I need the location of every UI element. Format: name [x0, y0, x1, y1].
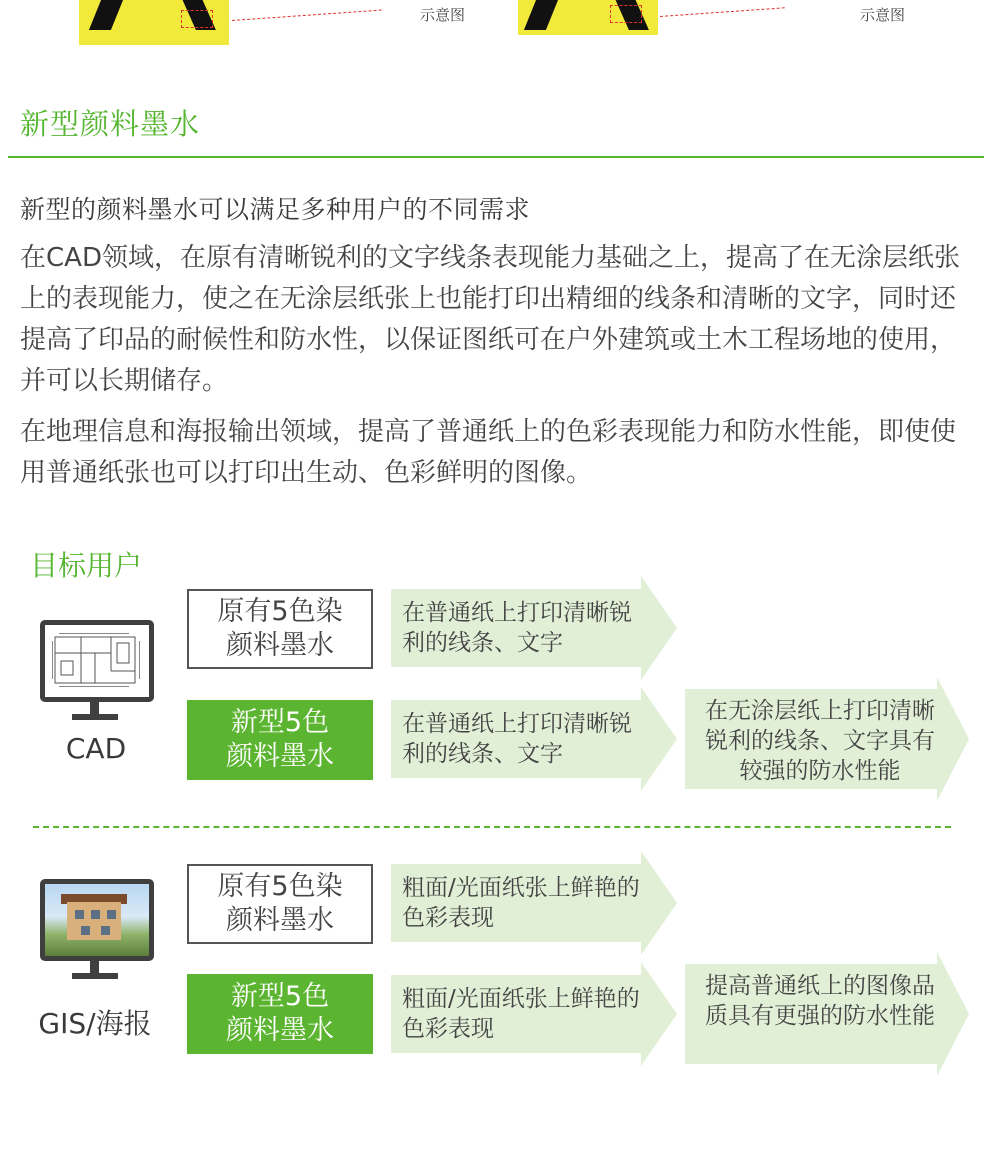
sample-image-right: [518, 0, 658, 35]
benefit-arrow-cad-extra: 在无涂层纸上打印清晰锐利的线条、文字具有较强的防水性能: [685, 677, 969, 801]
monitor-cad-icon: [40, 620, 154, 720]
new-ink-box-gis: 新型5色颜料墨水: [187, 974, 373, 1054]
section-divider: [8, 156, 984, 158]
benefit-arrow-cad-old: 在普通纸上打印清晰锐利的线条、文字: [391, 576, 677, 680]
caption-left: 示意图: [420, 6, 466, 24]
user-label-gis: GIS/海报: [38, 1007, 152, 1040]
floor-plan-icon: [51, 631, 143, 691]
benefit-arrow-gis-old: 粗面/光面纸张上鲜艳的色彩表现: [391, 851, 677, 955]
old-ink-box-cad: 原有5色染颜料墨水: [187, 589, 373, 669]
caption-right: 示意图: [860, 6, 906, 24]
benefit-arrow-gis-extra: 提高普通纸上的图像品质具有更强的防水性能: [685, 952, 969, 1076]
new-ink-box-cad: 新型5色颜料墨水: [187, 700, 373, 780]
user-label-cad: CAD: [65, 732, 127, 765]
callout-line-right: [660, 7, 785, 17]
paragraph-cad: 在CAD领域，在原有清晰锐利的文字线条表现能力基础之上，提高了在无涂层纸张上的表现能力，使之在无涂层纸张上也能打印出精细的线条和清晰的文字，同时还提高了印品的耐候性和防水性，以保证图纸可在户外建筑或土木工程场地的使用，并可以长期储存。: [20, 243, 960, 396]
group-separator: [33, 826, 951, 828]
benefit-arrow-gis-new: 粗面/光面纸张上鲜艳的色彩表现: [391, 962, 677, 1066]
target-users-title: 目标用户: [30, 549, 143, 582]
paragraph-gis: 在地理信息和海报输出领域，提高了普通纸上的色彩表现能力和防水性能，即使使用普通纸张也可以打印出生动、色彩鲜明的图像。: [20, 417, 957, 488]
monitor-gis-icon: [40, 879, 154, 979]
section-subtitle: 新型的颜料墨水可以满足多种用户的不同需求: [20, 195, 531, 224]
old-ink-box-gis: 原有5色染颜料墨水: [187, 864, 373, 944]
callout-line-left: [232, 10, 382, 21]
house-photo-icon: [45, 884, 149, 956]
section-title: 新型颜料墨水: [20, 107, 201, 141]
benefit-arrow-cad-new: 在普通纸上打印清晰锐利的线条、文字: [391, 687, 677, 791]
sample-image-left: [79, 0, 229, 45]
